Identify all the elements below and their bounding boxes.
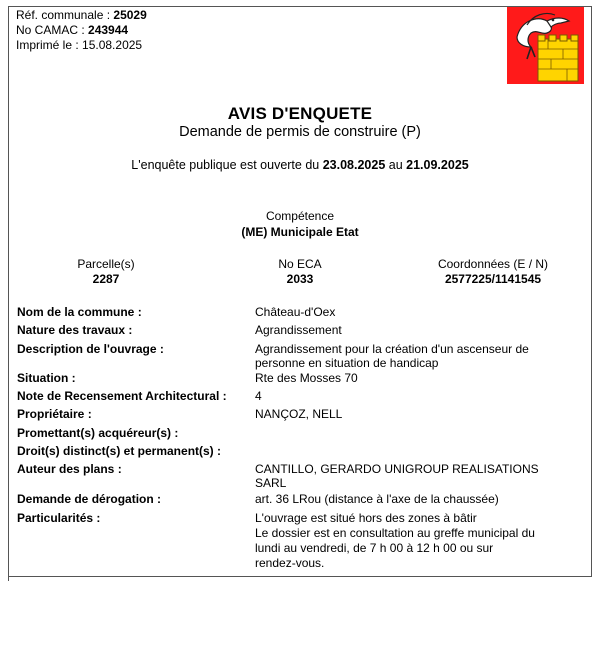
description-label: Description de l'ouvrage :: [17, 342, 164, 356]
commune-label: Nom de la commune :: [17, 305, 142, 319]
situation-label: Situation :: [17, 371, 76, 385]
coat-of-arms-icon: [507, 7, 584, 84]
auteur-label: Auteur des plans :: [17, 462, 122, 476]
proprietaire-label: Propriétaire :: [17, 407, 92, 421]
printed-line: Imprimé le : 15.08.2025: [16, 38, 143, 52]
particularites-value-line4: rendez-vous.: [255, 556, 325, 570]
frame-tick: [8, 577, 9, 581]
description-value-line1: Agrandissement pour la création d'un ascenseur de: [255, 342, 529, 356]
note-value: 4: [255, 389, 262, 403]
notice-subtitle: Demande de permis de construire (P): [179, 124, 421, 140]
particularites-value-line2: Le dossier est en consultation au greffe municipal du: [255, 526, 535, 540]
ref-line: Réf. communale : 25029: [16, 8, 147, 22]
eca-label: No ECA: [278, 257, 322, 271]
commune-value: Château-d'Oex: [255, 305, 336, 319]
coordinates-label: Coordonnées (E / N): [437, 257, 549, 271]
derogation-value: art. 36 LRou (distance à l'axe de la chaussée): [255, 492, 499, 506]
particularites-value-line1: L'ouvrage est situé hors des zones à bâtir: [255, 511, 477, 525]
auteur-value-line1: CANTILLO, GERARDO UNIGROUP REALISATIONS: [255, 462, 539, 476]
promettant-label: Promettant(s) acquéreur(s) :: [17, 426, 179, 440]
parcelle-value: 2287: [92, 272, 120, 286]
crest-svg: [507, 7, 584, 84]
particularites-label: Particularités :: [17, 511, 101, 525]
note-label: Note de Recensement Architectural :: [17, 389, 227, 403]
parcelle-label: Parcelle(s): [77, 257, 135, 271]
situation-value: Rte des Mosses 70: [255, 371, 358, 385]
particularites-value-line3: lundi au vendredi, de 7 h 00 à 12 h 00 ou sur: [255, 541, 494, 555]
enquiry-period: L'enquête publique est ouverte du 23.08.2025 au 21.09.2025: [131, 158, 469, 172]
derogation-label: Demande de dérogation :: [17, 492, 162, 506]
notice-title: AVIS D'ENQUETE: [227, 104, 373, 123]
competence-label: Compétence: [265, 209, 335, 223]
droits-label: Droit(s) distinct(s) et permanent(s) :: [17, 444, 222, 458]
description-value-line2: personne en situation de handicap: [255, 356, 439, 370]
coordinates-value: 2577225/1141545: [444, 272, 542, 286]
proprietaire-value: NANÇOZ, NELL: [255, 407, 343, 421]
nature-label: Nature des travaux :: [17, 323, 133, 337]
competence-value: (ME) Municipale Etat: [241, 225, 359, 239]
camac-line: No CAMAC : 243944: [16, 23, 129, 37]
nature-value: Agrandissement: [255, 323, 342, 337]
eca-value: 2033: [286, 272, 314, 286]
auteur-value-line2: SARL: [255, 476, 287, 490]
